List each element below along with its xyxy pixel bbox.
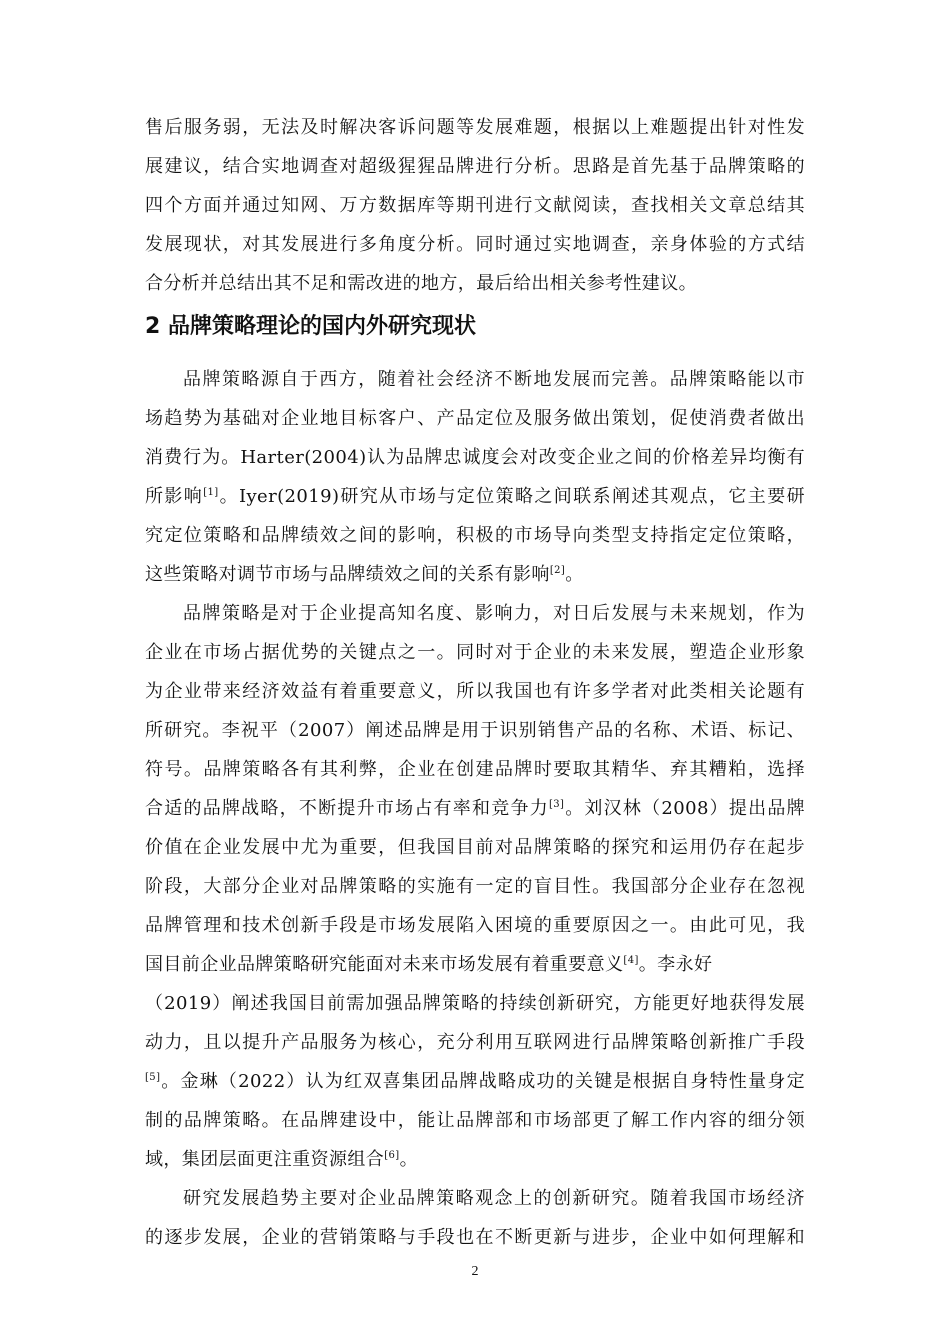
- body-text-line: 动力，且以提升产品服务为核心，充分利用互联网进行品牌策略创新推广手段: [145, 1032, 805, 1053]
- body-text-line: 阶段，大部分企业对品牌策略的实施有一定的盲目性。我国部分企业存在忽视: [145, 876, 805, 897]
- text-segment: 。Iyer(2019)研究从市场与定位策略之间联系阐述其观点，它主要研: [218, 486, 805, 507]
- body-text-line: 消费行为。Harter(2004)认为品牌忠诚度会对改变企业之间的价格差异均衡有: [145, 447, 805, 468]
- body-text-line: （2019）阐述我国目前需加强品牌策略的持续创新研究，方能更好地获得发展: [145, 993, 805, 1014]
- citation-ref: [3]: [548, 799, 565, 810]
- body-text-line: 制的品牌策略。在品牌建设中，能让品牌部和市场部更了解工作内容的细分领: [145, 1110, 805, 1131]
- body-text-line: 售后服务弱，无法及时解决客诉问题等发展难题，根据以上难题提出针对性发: [145, 117, 805, 138]
- body-text-line: 价值在企业发展中尤为重要，但我国目前对品牌策略的探究和运用仍存在起步: [145, 837, 805, 858]
- body-text-line: 品牌策略源自于西方，随着社会经济不断地发展而完善。品牌策略能以市: [183, 369, 805, 390]
- body-text-line: [145, 1070, 805, 1094]
- body-text-line: [145, 563, 805, 587]
- citation-ref: [1]: [203, 487, 219, 498]
- text-segment: 这些策略对调节市场与品牌绩效之间的关系有影响: [145, 564, 550, 585]
- body-text-line: 符号。品牌策略各有其利弊，企业在创建品牌时要取其精华、弃其糟粕，选择: [145, 759, 805, 780]
- page-number: 2: [471, 1264, 479, 1279]
- text-segment: 所影响: [145, 486, 204, 507]
- text-segment: 国目前企业品牌策略研究能面对未来市场发展有着重要意义: [145, 954, 624, 975]
- text-segment: 域，集团层面更注重资源组合: [145, 1149, 385, 1170]
- citation-ref: [2]: [549, 565, 566, 576]
- body-text-line: 为企业带来经济效益有着重要意义，所以我国也有许多学者对此类相关论题有: [145, 681, 805, 702]
- body-text-line: [145, 1148, 805, 1172]
- body-text-line: 合分析并总结出其不足和需改进的地方，最后给出相关参考性建议。: [145, 273, 697, 294]
- body-text-line: 研究发展趋势主要对企业品牌策略观念上的创新研究。随着我国市场经济: [183, 1188, 805, 1209]
- text-segment: 。: [565, 564, 584, 585]
- body-text-line: 四个方面并通过知网、万方数据库等期刊进行文献阅读，查找相关文章总结其: [145, 195, 805, 216]
- citation-ref: [6]: [384, 1150, 400, 1161]
- citation-ref: [5]: [145, 1072, 161, 1083]
- citation-ref: [4]: [623, 955, 639, 966]
- text-segment: 。金琳（2022）认为红双喜集团品牌战略成功的关键是根据自身特性量身定: [160, 1071, 805, 1092]
- text-segment: 。刘汉林（2008）提出品牌: [564, 798, 805, 819]
- body-text-line: 企业在市场占据优势的关键点之一。同时对于企业的未来发展，塑造企业形象: [145, 642, 805, 663]
- section-heading: 2 品牌策略理论的国内外研究现状: [145, 314, 476, 339]
- body-text-line: 所研究。李祝平（2007）阐述品牌是用于识别销售产品的名称、术语、标记、: [145, 720, 805, 741]
- body-text-line: 发展现状，对其发展进行多角度分析。同时通过实地调查，亲身体验的方式结: [145, 234, 805, 255]
- body-text-line: 品牌策略是对于企业提高知名度、影响力，对日后发展与未来规划，作为: [183, 603, 805, 624]
- text-segment: 合适的品牌战略，不断提升市场占有率和竞争力: [145, 798, 549, 819]
- text-segment: 。李永好: [638, 954, 713, 975]
- body-text-line: 的逐步发展，企业的营销策略与手段也在不断更新与进步，企业中如何理解和: [145, 1227, 805, 1248]
- body-text-line: [145, 797, 805, 821]
- body-text-line: [145, 953, 805, 977]
- body-text-line: 场趋势为基础对企业地目标客户、产品定位及服务做出策划，促使消费者做出: [145, 408, 805, 429]
- body-text-line: [145, 485, 805, 509]
- body-text-line: 究定位策略和品牌绩效之间的影响，积极的市场导向类型支持指定定位策略，: [145, 525, 805, 546]
- text-segment: 。: [399, 1149, 418, 1170]
- body-text-line: 品牌管理和技术创新手段是市场发展陷入困境的重要原因之一。由此可见，我: [145, 915, 805, 936]
- body-text-line: 展建议，结合实地调查对超级猩猩品牌进行分析。思路是首先基于品牌策略的: [145, 156, 805, 177]
